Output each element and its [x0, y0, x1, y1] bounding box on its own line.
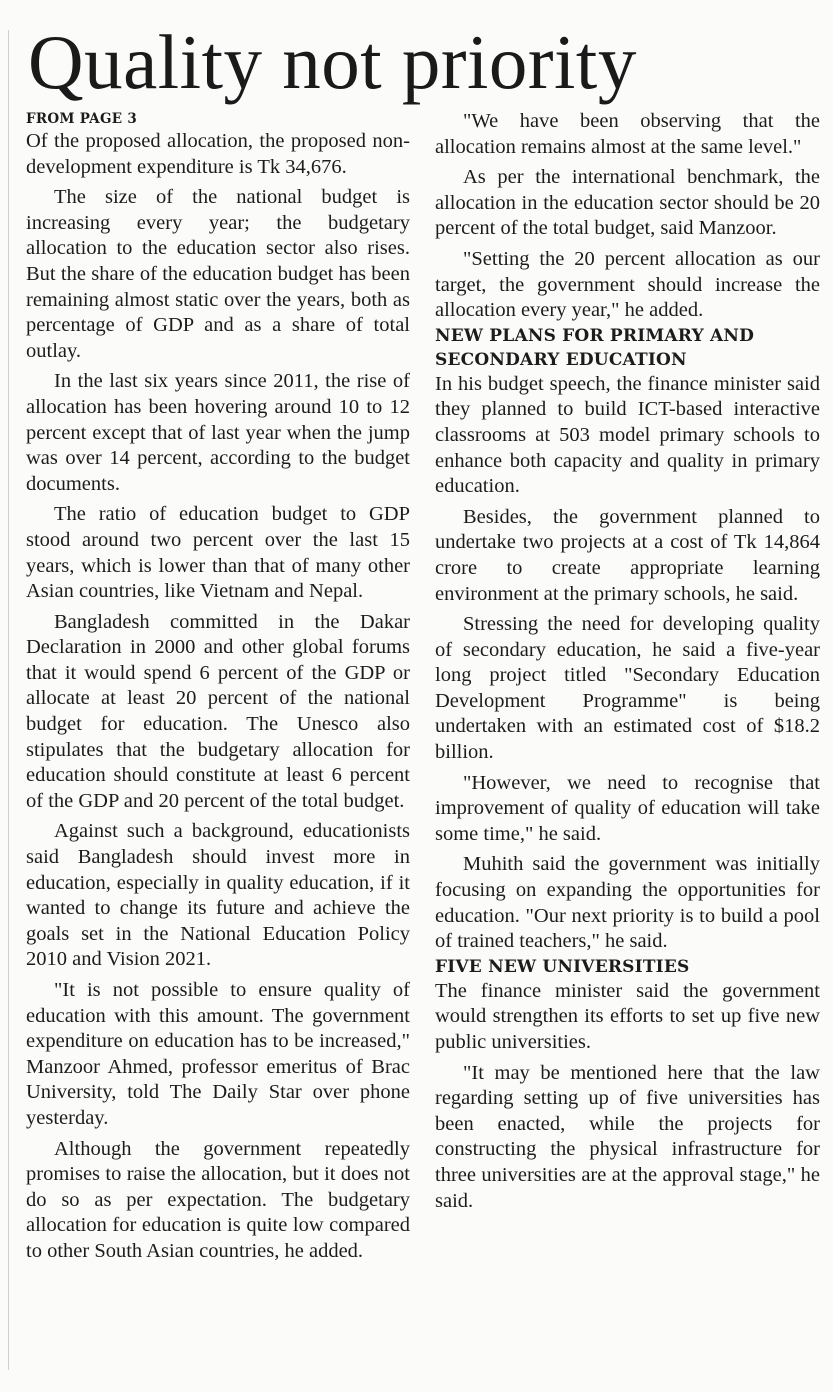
paragraph: The ratio of education budget to GDP stood around two percent over the last 15 years, which is lower than that of many other Asian countries, like Vietnam and Nepal. [26, 503, 410, 603]
paragraph: Although the government repeatedly promises to raise the allocation, but it does not do so as per expectation. The budgetary allocation for education is quite low compared to other South Asian countries, he added. [26, 1137, 410, 1262]
subheading-primary-secondary: NEW PLANS FOR PRIMARY AND SECONDARY EDUCATION [435, 325, 755, 370]
subheading-universities: FIVE NEW UNIVERSITIES [435, 956, 690, 977]
paragraph: "It is not possible to ensure quality of education with this amount. The government expenditure on education has to be increased," Manzoor Ahmed, professor emeritus of Brac University, told The Daily Star over phone yesterday. [26, 979, 410, 1129]
paragraph: Stressing the need for developing quality of secondary education, he said a five-year long project titled "Secondary Education Development Programme" is being undertaken with an estimated cost of $18.2 billion. [435, 613, 820, 764]
paragraph: In his budget speech, the finance minister said they planned to build ICT-based interactive classrooms at 503 model primary schools to enhance both capacity and quality in primary education. [435, 372, 820, 498]
paragraph: "However, we need to recognise that improvement of quality of education will take some time," he said. [435, 771, 820, 845]
left-column [26, 109, 410, 1265]
paragraph: The size of the national budget is increasing every year; the budgetary allocation to the education sector also rises. But the share of the education budget has been remaining almost static over the years, both as percentage of GDP and as a share of total outlay. [26, 186, 410, 362]
column-rule [8, 30, 9, 1370]
paragraph: "It may be mentioned here that the law regarding setting up of five universities has been enacted, while the projects for constructing the physical infrastructure for three universities are at the approval stage," he said. [435, 1061, 820, 1212]
paragraph: As per the international benchmark, the allocation in the education sector should be 20 percent of the total budget, said Manzoor. [435, 166, 820, 240]
paragraph: In the last six years since 2011, the rise of allocation has been hovering around 10 to 12 percent except that of last year when the jump was over 14 percent, according to the budget documents. [26, 370, 410, 495]
paragraph: "Setting the 20 percent allocation as our target, the government should increase the allocation every year," he added. [435, 247, 820, 322]
paragraph: "We have been observing that the allocation remains almost at the same level." [435, 110, 820, 158]
paragraph: Muhith said the government was initially focusing on expanding the opportunities for education. "Our next priority is to build a pool of trained teachers," he said. [435, 853, 820, 953]
paragraph: Bangladesh committed in the Dakar Declaration in 2000 and other global forums that it would spend 6 percent of the GDP or allocate at least 20 percent of the national budget for education. The Unesco also stipulates that the budgetary allocation for education should constitute at least 6 percent of the GDP and 20 percent of the total budget. [26, 610, 410, 812]
paragraph: Of the proposed allocation, the proposed non-development expenditure is Tk 34,676. [26, 130, 410, 178]
paragraph: Against such a background, educationists said Bangladesh should invest more in education, especially in quality education, if it wanted to change its future and achieve the goals set in the National Education Policy 2010 and Vision 2021. [26, 820, 410, 971]
continuation-kicker: FROM PAGE 3 [26, 111, 138, 127]
paragraph: The finance minister said the government would strengthen its efforts to set up five new public universities. [435, 979, 820, 1053]
paragraph: Besides, the government planned to undertake two projects at a cost of Tk 14,864 crore to create appropriate learning environment at the primary schools, he said. [435, 505, 820, 605]
headline: Quality not priority [28, 19, 637, 105]
right-column [435, 109, 820, 1214]
